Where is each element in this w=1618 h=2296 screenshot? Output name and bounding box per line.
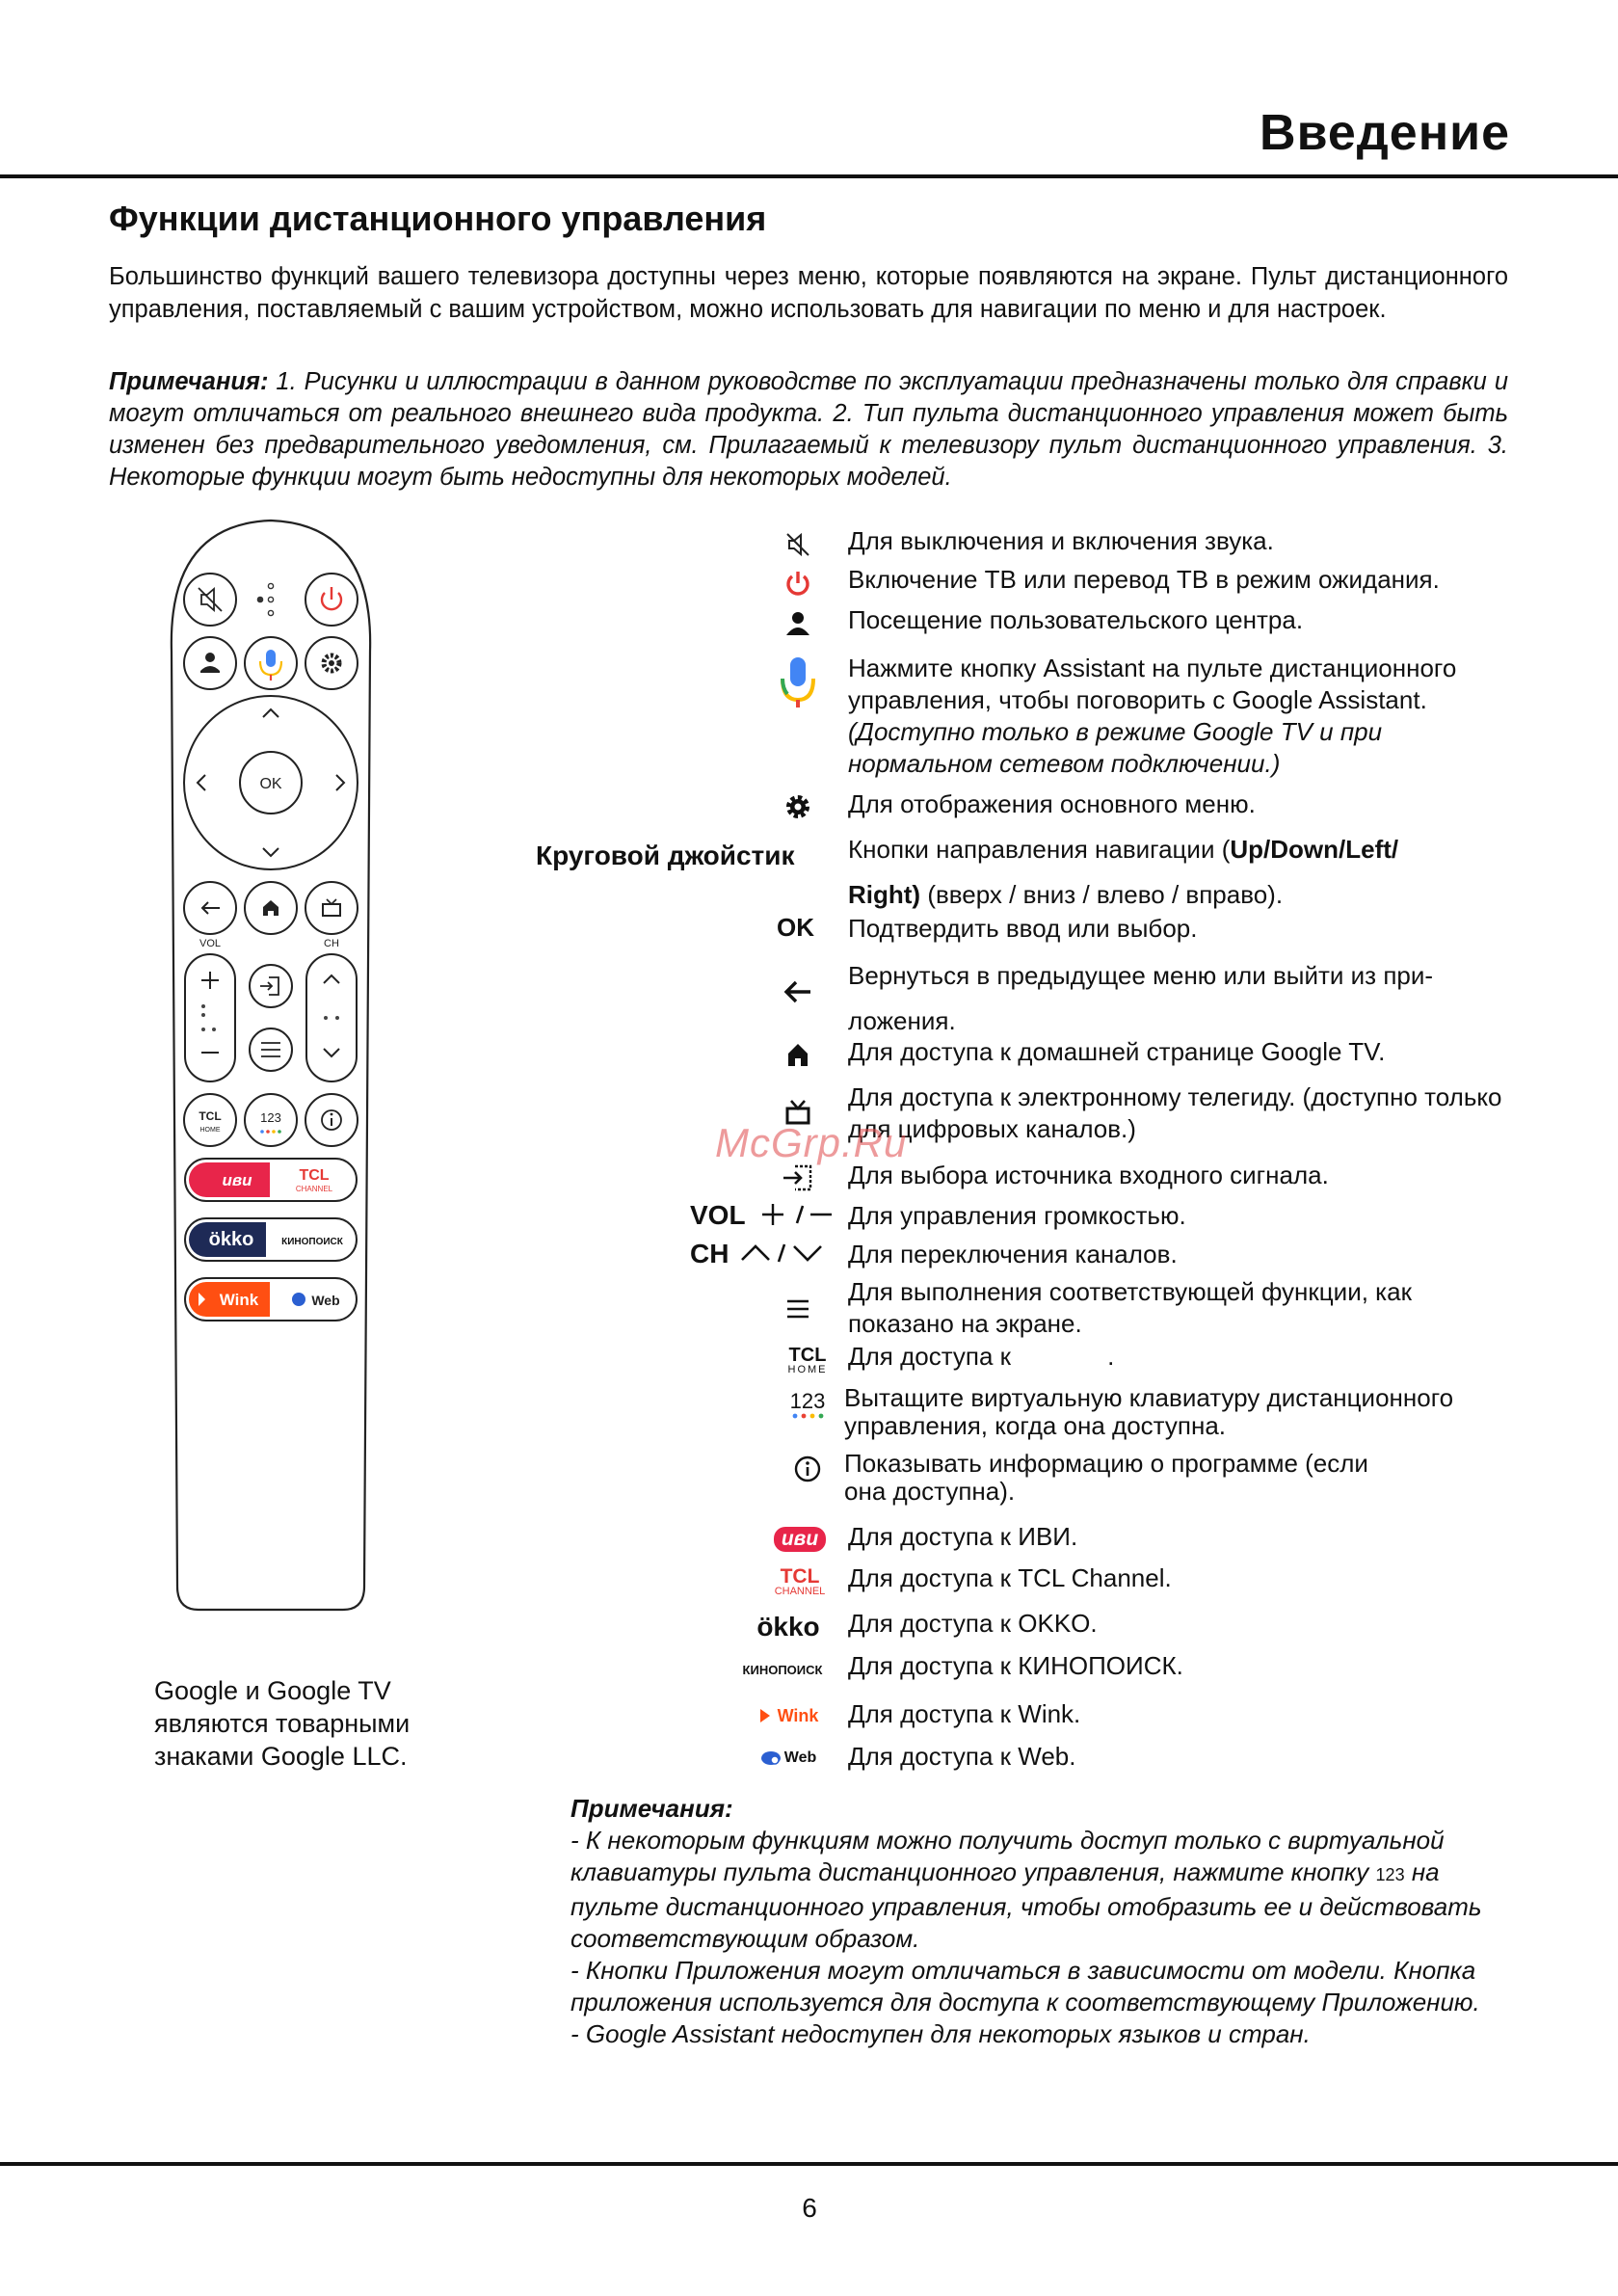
settings-button bbox=[305, 637, 358, 689]
notes-label: Примечания: bbox=[109, 368, 269, 395]
assistant-note: (Доступно только в режиме Google TV и при нормальном сетевом подключении.) bbox=[848, 717, 1383, 778]
tcl-home-icon: TCL HOME bbox=[787, 1344, 828, 1375]
volume-rocker bbox=[185, 954, 235, 1081]
notes-bottom-title: Примечания: bbox=[570, 1794, 733, 1823]
vol-icon-label: VOL bbox=[690, 1200, 746, 1230]
note-item-3: - Google Assistant недоступен для некоторых языков и стран. bbox=[570, 2019, 1311, 2048]
assistant-button bbox=[245, 637, 297, 689]
ivi-tcl-channel-button bbox=[185, 1159, 357, 1201]
section-title: Функции дистанционного управления bbox=[109, 199, 767, 238]
info-button bbox=[305, 1094, 358, 1146]
okko-kinopoisk-button bbox=[185, 1218, 357, 1261]
info-icon bbox=[769, 1452, 846, 1486]
notes-bottom bbox=[570, 1793, 1534, 2050]
note-item-1: - К некоторым функциям можно получить доступ только с виртуальной клавиатуры пульта дистанционного управления, нажмите кнопку 123 на пульте дистанционного управления, чтобы отобразить ее и действовать соответствующим образом. bbox=[570, 1826, 1482, 1953]
back-button bbox=[184, 882, 236, 934]
power-icon bbox=[759, 564, 836, 602]
menu-lines-icon bbox=[759, 1290, 836, 1328]
settings-gear-icon bbox=[759, 788, 836, 825]
input-button bbox=[250, 965, 292, 1007]
user-icon bbox=[759, 604, 836, 643]
mute-button bbox=[184, 574, 236, 626]
ok-label: OK bbox=[259, 776, 282, 792]
intro-paragraph: Большинство функций вашего телевизора доступны через меню, которые появляются на экране. Пульт дистанционного управления, поставляемый с вашим устройством, можно использовать для навигации по меню и для настроек. bbox=[109, 263, 1508, 323]
google-assistant-icon bbox=[759, 653, 836, 710]
ch-label: CH bbox=[324, 938, 339, 949]
channel-up-down-icon bbox=[736, 1241, 836, 1266]
svg-text:CHANNEL: CHANNEL bbox=[295, 1185, 333, 1193]
kinopoisk-logo-icon: КИНОПОИСК bbox=[742, 1662, 823, 1677]
page-number: 6 bbox=[802, 2193, 817, 2223]
wink-logo-icon: Wink bbox=[740, 1698, 836, 1733]
joystick-label: Круговой джойстик bbox=[536, 841, 795, 870]
svg-text:HOME: HOME bbox=[199, 1127, 221, 1134]
ok-icon-label: OK bbox=[777, 913, 814, 942]
svg-text:TCL: TCL bbox=[199, 1109, 222, 1123]
tcl-home-button bbox=[184, 1094, 236, 1146]
numpad-123-icon: 123 bbox=[769, 1386, 846, 1425]
svg-text:TCL: TCL bbox=[299, 1167, 330, 1184]
ivi-logo-icon: иви bbox=[752, 1523, 848, 1556]
trademark-note: Google и Google TV являются товарными знаками Google LLC. bbox=[154, 1676, 411, 1771]
mute-icon bbox=[759, 525, 836, 564]
svg-text:123: 123 bbox=[260, 1110, 281, 1125]
svg-text:иви: иви bbox=[222, 1171, 252, 1189]
notes-paragraph bbox=[109, 366, 1508, 494]
volume-plus-minus-icon bbox=[753, 1202, 836, 1227]
ch-icon-label: CH bbox=[690, 1239, 729, 1268]
numpad-button bbox=[245, 1094, 297, 1146]
footer-divider bbox=[0, 2162, 1618, 2166]
svg-text:ökko: ökko bbox=[208, 1229, 254, 1250]
channel-rocker bbox=[306, 954, 357, 1081]
vol-label: VOL bbox=[199, 938, 222, 949]
home-icon bbox=[759, 1036, 836, 1073]
note-item-2: - Кнопки Приложения могут отличаться в зависимости от модели. Кнопка приложения используется для доступа к соответствующему Приложению. bbox=[570, 1956, 1480, 2016]
assistant-desc: Нажмите кнопку Assistant на пульте дистанционного управления, чтобы поговорить с Google Assistant. bbox=[848, 654, 1457, 714]
header-divider bbox=[0, 174, 1618, 178]
svg-text:КИНОПОИСК: КИНОПОИСК bbox=[281, 1237, 343, 1247]
svg-text:Web: Web bbox=[311, 1293, 340, 1308]
wink-web-button bbox=[185, 1278, 357, 1321]
user-button bbox=[184, 637, 236, 689]
joystick bbox=[184, 696, 358, 869]
menu-button bbox=[250, 1028, 292, 1071]
remote-control-illustration bbox=[160, 517, 382, 1615]
svg-text:Wink: Wink bbox=[219, 1291, 259, 1309]
power-button bbox=[305, 574, 358, 626]
okko-logo-icon: ökko bbox=[756, 1612, 820, 1642]
numpad-inline-icon: 123 bbox=[1375, 1865, 1405, 1884]
notes-text: 1. Рисунки и иллюстрации в данном руководстве по эксплуатации предназначены только для справки и могут отличаться от реального внешнего вида продукта. 2. Тип пульта дистанционного управления может быть изменен без предварительного уведомления, см. Прилагаемый к телевизору пульт дистанционного управления. 3. Некоторые функции могут быть недоступны для некоторых моделей. bbox=[109, 368, 1508, 491]
guide-button bbox=[305, 882, 358, 934]
home-button bbox=[245, 882, 297, 934]
page-header-title: Введение bbox=[1260, 105, 1510, 161]
web-logo-icon: Web bbox=[740, 1741, 836, 1775]
tcl-channel-logo-icon: TCL CHANNEL bbox=[774, 1565, 826, 1597]
back-arrow-icon bbox=[759, 973, 836, 1011]
watermark: McGrp.Ru bbox=[715, 1120, 908, 1165]
